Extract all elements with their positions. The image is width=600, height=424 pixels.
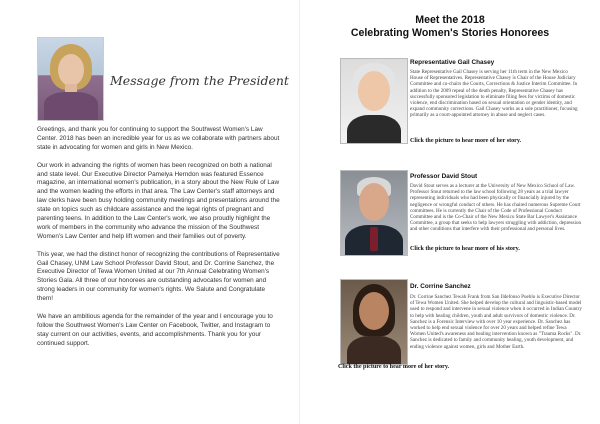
honoree-bio: Dr. Corrine Sanchez Tewah Frank from San Ildefonso Pueblo is Executive Director of Tewa Women United. She helped develop the cultural and linguistic-based model used to respond and intervene in sexual violence when it occurred in Indian Country to help with healing children, youth and adult survivors of domestic violence. Dr. Sanchez is a Forensic Interview with over 10 year experience. Dr. Sanchez has worked to help end sexual violence for over 20 years and helped refine Tewa Women United's awareness and healing intervention known as "Trauma Rocks". Dr. Sanchez is dedicated to family and community healing, youth development, and ending violence against women, girls and Mother Earth. [410,294,582,350]
honorees-title-line1: Meet the 2018 [415,14,485,26]
honoree-story-link[interactable]: Click the picture to hear more of her story. [338,364,450,370]
honoree-name: Representative Gail Chasey [410,59,495,66]
letter-paragraph: Greetings, and thank you for continuing to support the Southwest Women's Law Center. 2018 has been an incredible year for us as we collaborate with partners about state in advocating for women and girls in New Mexico. [37,126,280,151]
honoree-name: Dr. Corrine Sanchez [410,283,471,290]
honorees-title [300,14,600,39]
honorees-page [300,0,600,424]
honoree-photo-corrine-sanchez[interactable] [340,279,408,365]
honoree-story-link[interactable]: Click the picture to hear more of his story. [410,246,520,252]
message-title: Message from the President [110,73,289,88]
honoree-photo-david-stout[interactable] [340,170,408,256]
president-photo [37,37,104,121]
honorees-title-line2: Celebrating Women's Stories Honorees [350,26,550,39]
president-letter [37,126,282,358]
honoree-bio: State Representative Gail Chasey is serving her 11th term in the New Mexico House of Representatives. Representative Chasey is Chair of the House Judiciary Committee and co-chairs the Courts, Corrections & Justice Interim Committee. In addition to the 2009 repeal of the death penalty, Representative Chasey has successfully sponsored legislation to eliminate filing fees for victims of domestic violence, end discrimination based on sexual orientation or gender identity, and expand community corrections. Gail Chasey works as a sole practitioner, focusing primarily as a court-appointed attorney in abuse and neglect cases. [410,69,578,119]
letter-paragraph: We have an ambitious agenda for the remainder of the year and I encourage you to follow the Southwest Women's Law Center on Facebook, Twitter, and Instagram to stay current on our activities, events, and accomplishments. Thank you for your continued support. [37,312,273,347]
honoree-bio: David Stout serves as a lecturer at the University of New Mexico School of Law. Professor Stout returned to the law school following 28 years as a trial lawyer representing individuals who had been physically or financially injured by the negligence or wrongful conduct of others. He has chaired numerous Supreme Court committees. He is currently the Chair of the Code of Professional Conduct Committee and is the Co-Chair of the New Mexico State Bar Lawyer's Assistance Committee, a group that seeks to help lawyers struggling with addiction, depression and other conditions that interfere with their professional and personal lives. [410,183,582,233]
letter-paragraph: Our work in advancing the rights of women has been recognized on both a national and state level. Our Executive Director Pamelya Herndon was featured Essence magazine, an international women's publication, in a story about the New Rule of Law and the women leading the efforts in that area. The Law Center's staff attorneys and law clerks have been busy holding community meetings and presentations around the state on topics such as childcare assistance and the legal rights of pregnant and parenting teens. In addition to the Law Center's work, we also proudly highlight the work of members in the community who advance the mission of the Southwest Women's Law Center and help lift women and their families out of poverty. [37,161,280,240]
honoree-name: Professor David Stout [410,173,478,180]
letter-paragraph: This year, we had the distinct honor of recognizing the contributions of Representative Gail Chasey, UNM Law School Professor David Stout, and Dr. Corrine Sanchez, the Executive Director of Tewa Women United at our 7th Annual Celebrating Women's Stories Gala. All three of our honorees are outstanding advocates for women and strong leaders in our community for women's rights. We Salute and Congratulate them! [37,250,280,303]
honoree-photo-gail-chasey[interactable] [340,58,408,144]
honoree-story-link[interactable]: Click the picture to hear more of her story. [410,138,522,144]
